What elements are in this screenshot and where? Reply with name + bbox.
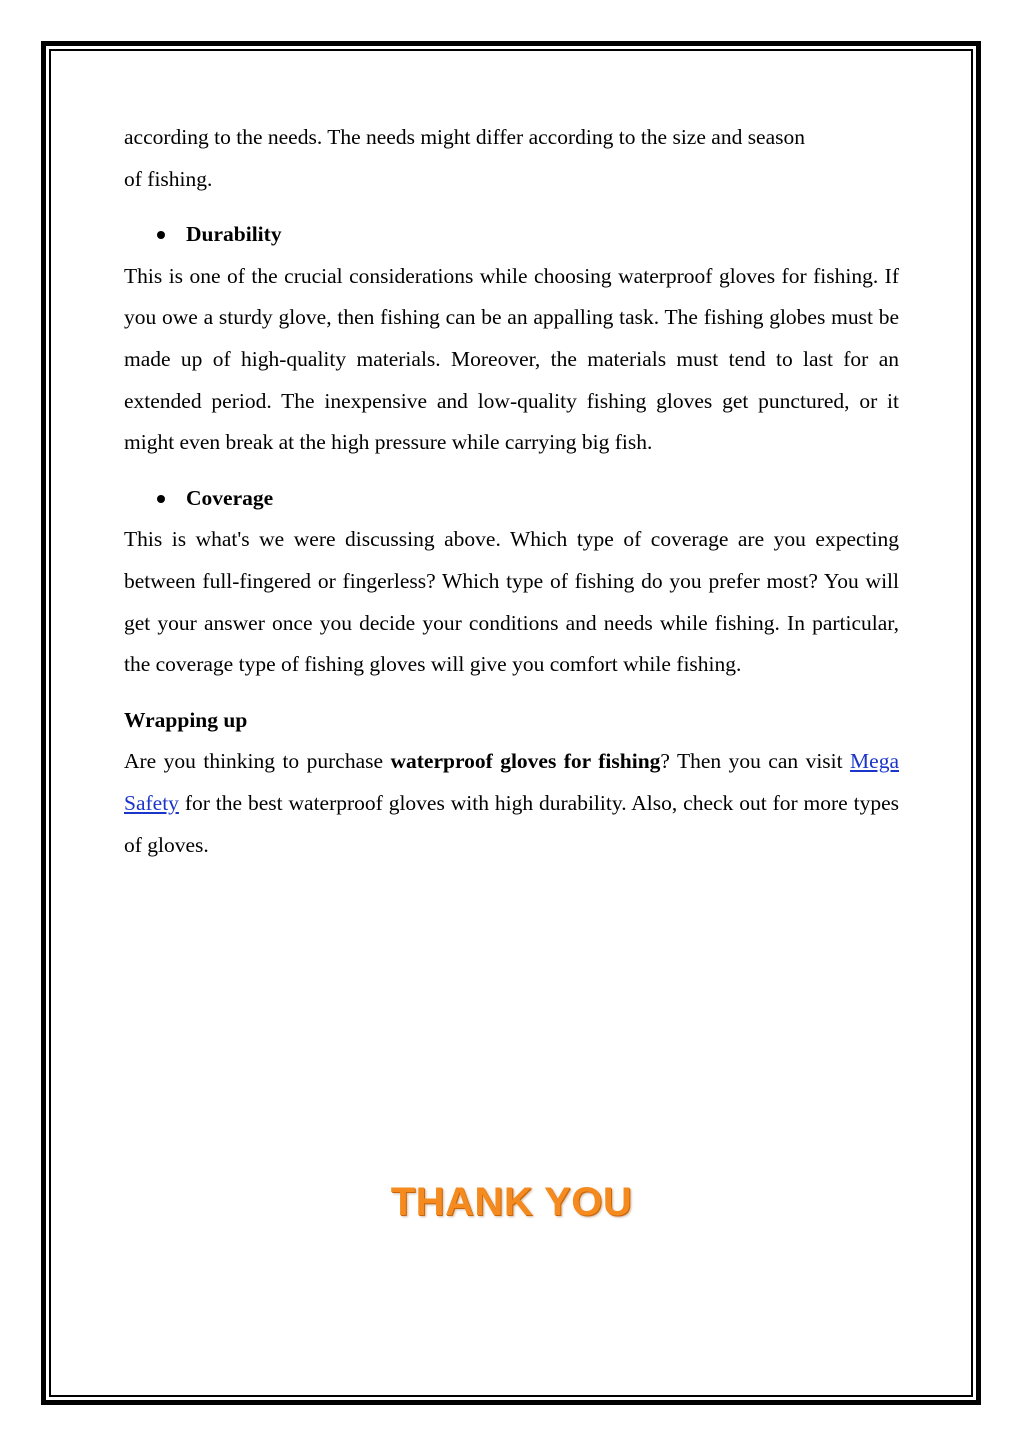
wrapping-up-heading: Wrapping up <box>124 707 248 732</box>
bullet-durability <box>124 214 899 256</box>
wrapping-up-paragraph <box>124 741 899 866</box>
document-body <box>124 117 899 866</box>
wrapping-text-middle: ? Then you can visit <box>660 749 851 774</box>
thank-you-banner: THANK YOU <box>390 1180 633 1224</box>
intro-paragraph <box>124 117 899 200</box>
intro-line-2: of fishing. <box>124 166 213 191</box>
coverage-paragraph: This is what's we were discussing above. Which type of coverage are you expecting between full-fingered or fingerless? Which type of fishing do you prefer most? You will get your answer once you decide your conditions and needs while fishing. In particular, the coverage type of fishing gloves will give you comfort while fishing. <box>124 527 899 677</box>
wrapping-text-after: for the best waterproof gloves with high durability. Also, check out for more types of gloves. <box>124 790 899 857</box>
coverage-heading: Coverage <box>186 485 274 510</box>
bullet-dot-icon <box>157 495 165 503</box>
wrapping-bold-keyword: waterproof gloves for fishing <box>390 749 661 774</box>
durability-heading: Durability <box>186 222 282 247</box>
intro-line-1: according to the needs. The needs might differ according to the size and season <box>124 125 806 149</box>
wrapping-text-before: Are you thinking to purchase <box>124 749 391 774</box>
bullet-coverage <box>124 478 899 520</box>
durability-paragraph: This is one of the crucial considerations while choosing waterproof gloves for fishing. If you owe a sturdy glove, then fishing can be an appalling task. The fishing globes must be made up of high-quality materials. Moreover, the materials must tend to last for an extended period. The inexpensive and low-quality fishing gloves get punctured, or it might even break at the high pressure while carrying big fish. <box>124 263 899 455</box>
bullet-dot-icon <box>157 231 165 239</box>
mega-safety-link[interactable]: Mega Safety <box>124 749 899 815</box>
